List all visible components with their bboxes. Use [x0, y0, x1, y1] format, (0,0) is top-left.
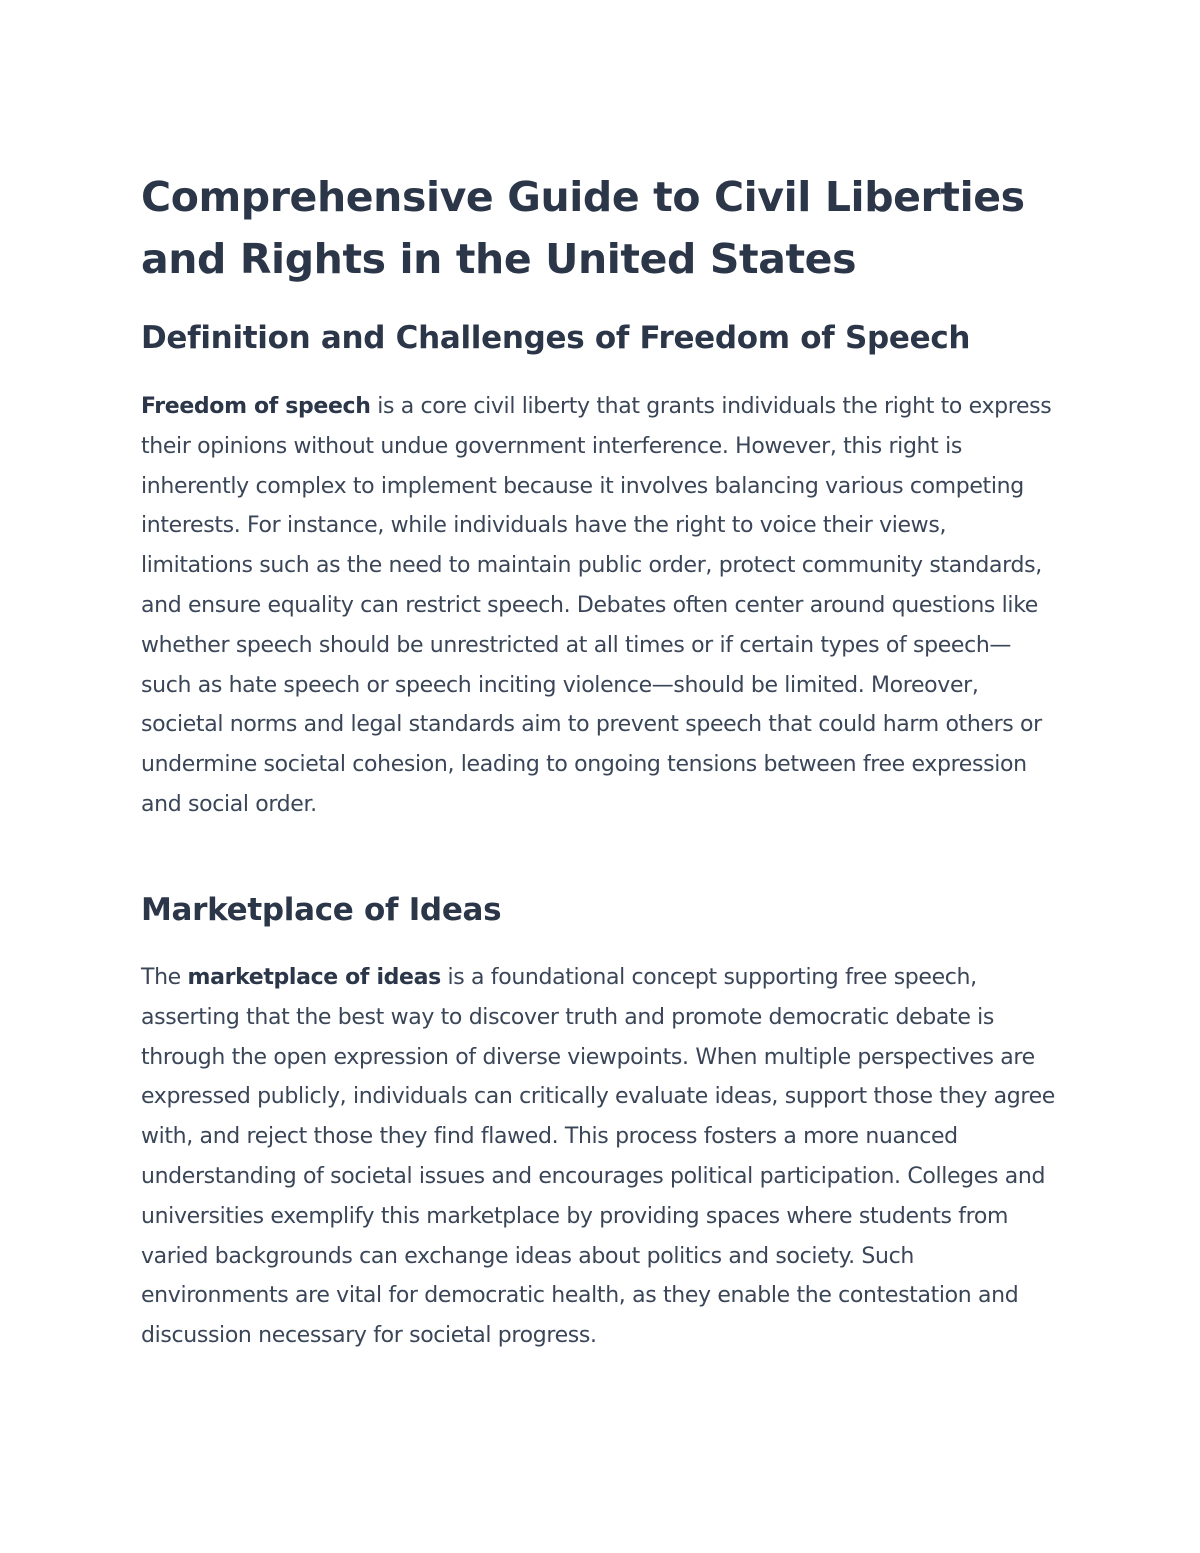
paragraph-intro-text: The: [141, 965, 188, 990]
section-paragraph-marketplace-of-ideas: [141, 958, 1056, 1356]
section-paragraph-freedom-of-speech: [141, 387, 1056, 825]
key-term-marketplace-of-ideas: marketplace of ideas: [187, 965, 441, 990]
key-term-freedom-of-speech: Freedom of speech: [141, 394, 371, 419]
paragraph-body-text: is a core civil liberty that grants individuals the right to express their opinions without undue government interference. However, this right is inherently complex to implement because it involves balancing various competing interests. For instance, while individuals have the right to voice their views, limitations such as the need to maintain public order, protect community standards, and ensure equality can restrict speech. Debates often center around questions like whether speech should be unrestricted at all times or if certain types of speech—such as hate speech or speech inciting violence—should be limited. Moreover, societal norms and legal standards aim to prevent speech that could harm others or undermine societal cohesion, leading to ongoing tensions between free expression and social order.: [141, 394, 1052, 817]
section-heading-marketplace-of-ideas: Marketplace of Ideas: [141, 892, 502, 928]
section-heading-freedom-of-speech: Definition and Challenges of Freedom of Speech: [141, 320, 971, 356]
paragraph-body-text: is a foundational concept supporting free speech, asserting that the best way to discover truth and promote democratic debate is through the open expression of diverse viewpoints. When multiple perspectives are expressed publicly, individuals can critically evaluate ideas, support those they agree with, and reject those they find flawed. This process fosters a more nuanced understanding of societal issues and encourages political participation. Colleges and universities exemplify this marketplace by providing spaces where students from varied backgrounds can exchange ideas about politics and society. Such environments are vital for democratic health, as they enable the contestation and discussion necessary for societal progress.: [141, 965, 1055, 1349]
document-title: Comprehensive Guide to Civil Liberties and Rights in the United States: [141, 173, 1025, 283]
